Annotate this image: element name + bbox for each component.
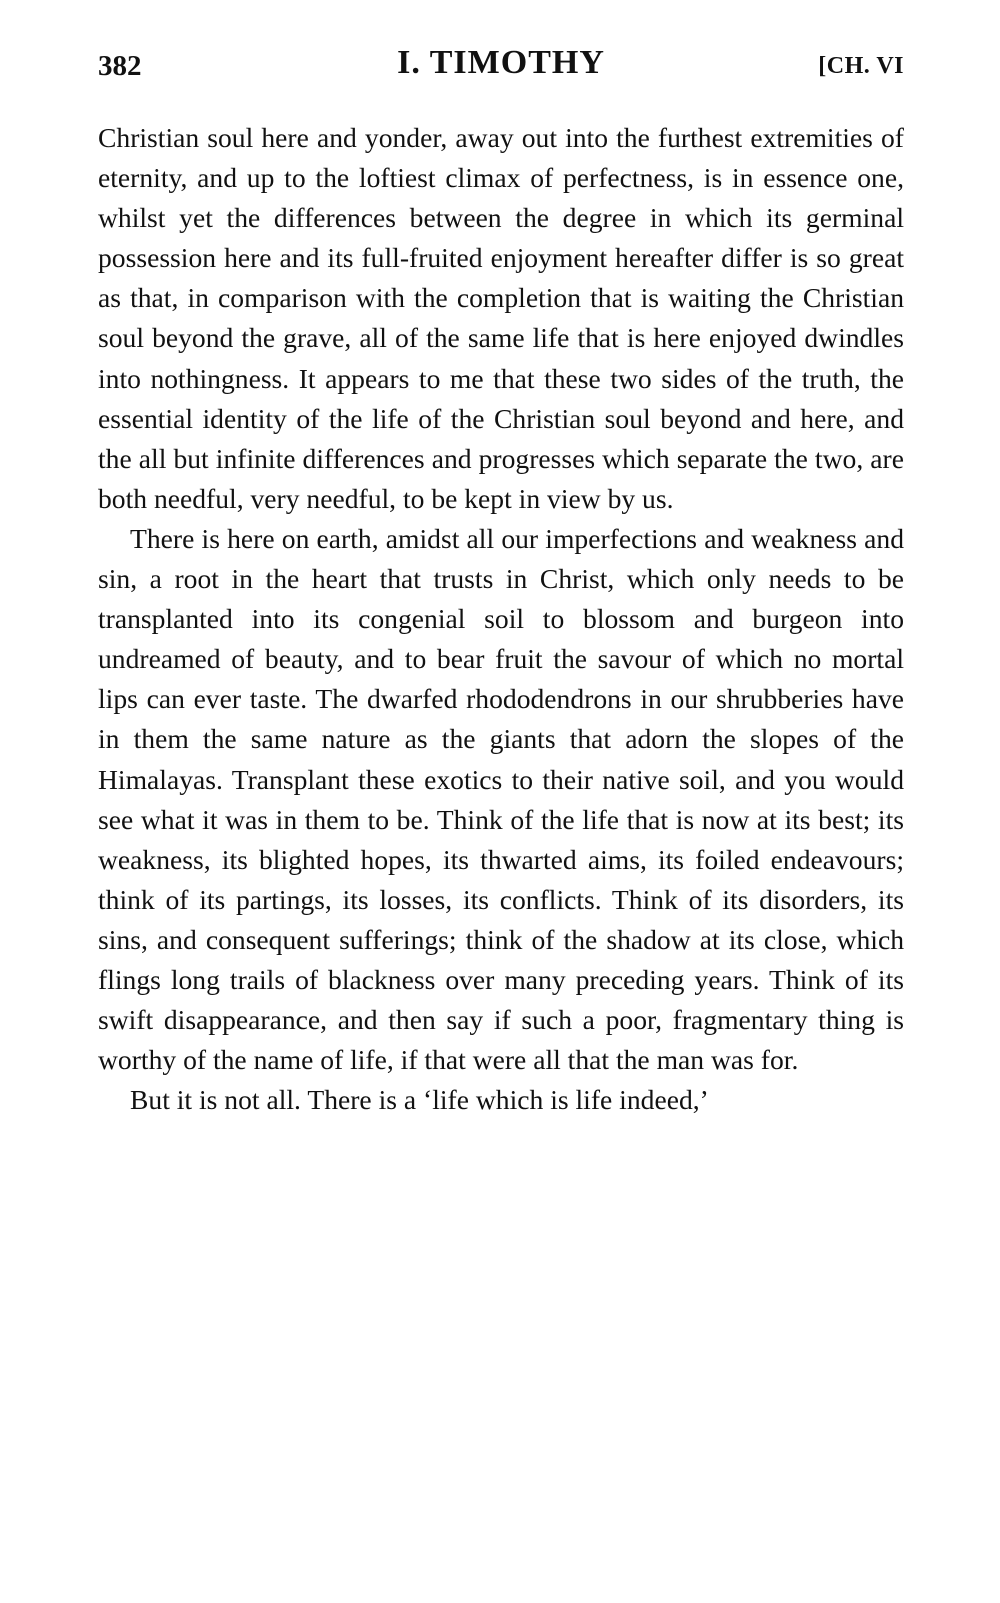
paragraph-continued: Christian soul here and yonder, away out into the furthest extremities of eternity, and up to the loftiest climax of perfectness, is in essence one, whilst yet the differences between the degree in which its germinal possession here and its full-fruited enjoyment hereafter differ is so great as that, in comparison with the completion that is waiting the Christian soul beyond the grave, all of the same life that is here enjoyed dwindles into nothingness. It appears to me that these two sides of the truth, the essential identity of the life of the Christian soul beyond and here, and the all but infinite differences and progresses which separate the two, are both needful, very needful, to be kept in view by us. [98, 122, 904, 514]
paragraph: There is here on earth, amidst all our imperfections and weakness and sin, a root in the heart that trusts in Christ, which only needs to be transplanted into its congenial soil to blossom and burgeon into undreamed of beauty, and to bear fruit the savour of which no mortal lips can ever taste. The dwarfed rhododendrons in our shrubberies have in them the same nature as the giants that adorn the slopes of the Himalayas. Transplant these exotics to their native soil, and you would see what it was in them to be. Think of the life that is now at its best; its weakness, its blighted hopes, its thwarted aims, its foiled endeavours; think of its partings, its losses, its conflicts. Think of its disorders, its sins, and consequent sufferings; think of the shadow at its close, which flings long trails of blackness over many preceding years. Think of its swift disappearance, and then say if such a poor, fragmentary thing is worthy of the name of life, if that were all that the man was for. [98, 522, 904, 1076]
paragraph-last: But it is not all. There is a ‘life which is life indeed,’ [130, 1084, 709, 1116]
chapter-reference: [CH. VI [818, 53, 904, 79]
running-head [98, 40, 904, 96]
book-title: I. TIMOTHY [397, 44, 605, 81]
book-page [98, 40, 904, 1120]
body-text [98, 118, 904, 1120]
page-number: 382 [98, 50, 142, 82]
